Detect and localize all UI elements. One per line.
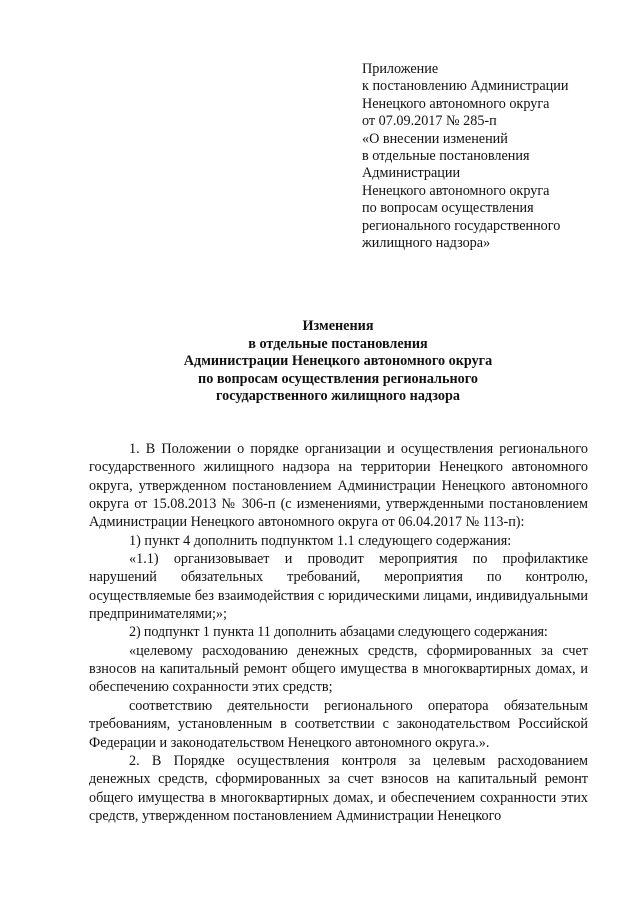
paragraph: соответствию деятельности регионального оператора обязательным требованиям, установленным в соответствии с законодательством Российской Федерации и законодательством Ненецкого автономного округа.».: [89, 697, 588, 751]
appendix-line: жилищного надзора»: [362, 235, 491, 252]
appendix-line: Администрации: [362, 165, 461, 182]
paragraph: 2) подпункт 1 пункта 11 дополнить абзацами следующего содержания:: [129, 624, 548, 641]
appendix-line: к постановлению Администрации: [362, 78, 569, 95]
title-line: Изменения: [302, 318, 374, 334]
paragraph: 1. В Положении о порядке организации и осуществления регионального государственного жилищного надзора на территории Ненецкого автономного округа, утвержденном постановлением Администрации Ненецкого автономного округа от 15.08.2013 № 306-п (с изменениями, утвержденными постановлением Администрации Ненецкого автономного округа от 06.04.2017 № 113-п):: [89, 441, 588, 531]
paragraph: 2. В Порядке осуществления контроля за целевым расходованием денежных средств, сформированных за счет взносов на капитальный ремонт общего имущества в многоквартирных домах, и обеспечением сохранности этих средств, утвержденном постановлением Администрации Ненецкого: [89, 752, 588, 824]
title-line: в отдельные постановления: [248, 335, 428, 352]
document-title: [88, 318, 588, 406]
appendix-line: Ненецкого автономного округа: [362, 182, 550, 199]
title-line: государственного жилищного надзора: [216, 388, 460, 405]
paragraph: «целевому расходованию денежных средств, сформированных за счет взносов на капитальный ремонт общего имущества в многоквартирных домах, и обеспечению сохранности этих средств;: [89, 642, 588, 696]
title-line: по вопросам осуществления регионального: [198, 370, 478, 387]
appendix-line: регионального государственного: [362, 217, 561, 234]
appendix-line: Приложение: [362, 61, 439, 77]
appendix-line: Ненецкого автономного округа: [362, 95, 550, 112]
document-body: [89, 440, 588, 825]
appendix-line: от 07.09.2017 № 285-п: [362, 113, 497, 130]
appendix-line: по вопросам осуществления: [362, 200, 534, 217]
appendix-line: «О внесении изменений: [362, 130, 508, 147]
title-line: Администрации Ненецкого автономного округа: [183, 353, 493, 370]
paragraph: «1.1) организовывает и проводит мероприятия по профилактике нарушений обязательных требований, мероприятия по контролю, осуществляемые без взаимодействия с юридическими лицами, индивидуальными предпринимателями;»;: [89, 551, 588, 623]
appendix-block: [362, 61, 602, 252]
paragraph: 1) пункт 4 дополнить подпунктом 1.1 следующего содержания:: [129, 532, 512, 549]
appendix-line: в отдельные постановления: [362, 148, 530, 165]
